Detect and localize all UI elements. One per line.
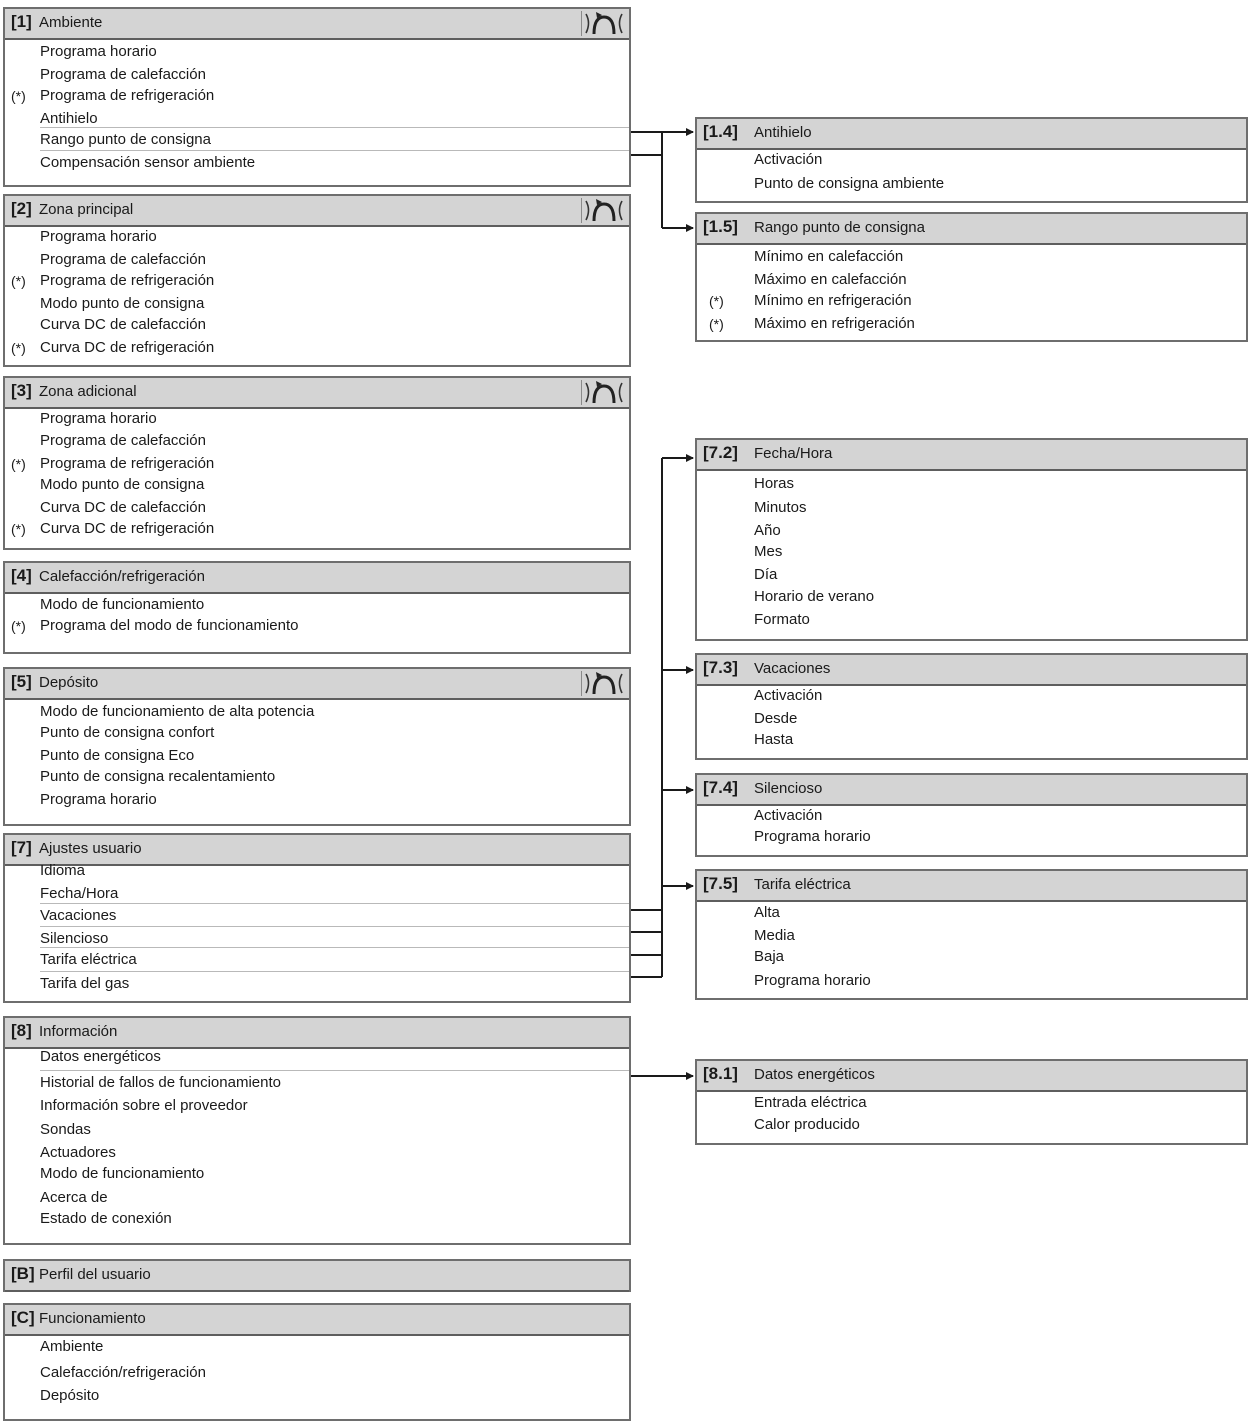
menu-code: [7.5] xyxy=(703,874,738,893)
menu-item-minimo-en-refrigeracion[interactable]: Mínimo en refrigeración xyxy=(754,292,912,309)
menu-code: [7] xyxy=(11,838,32,857)
menu-item-calor-producido[interactable]: Calor producido xyxy=(754,1116,860,1133)
menu-code: [7.4] xyxy=(703,778,738,797)
menu-item-maximo-en-calefaccion[interactable]: Máximo en calefacción xyxy=(754,271,907,288)
menu-item-media[interactable]: Media xyxy=(754,927,795,944)
menu-item-ano[interactable]: Año xyxy=(754,522,781,539)
menu-item-idioma[interactable]: Idioma xyxy=(40,862,86,879)
menu-code: [8] xyxy=(11,1021,32,1040)
menu-item-estado-de-conexion[interactable]: Estado de conexión xyxy=(40,1210,172,1227)
menu-item-programa-de-refrigeracion[interactable]: Programa de refrigeración xyxy=(40,87,215,104)
menu-item-programa-de-refrigeracion[interactable]: Programa de refrigeración xyxy=(40,455,215,472)
menu-title: Funcionamiento xyxy=(39,1310,146,1327)
menu-item-formato[interactable]: Formato xyxy=(754,611,810,628)
menu-header[interactable] xyxy=(5,1261,629,1292)
link-separator xyxy=(40,947,629,948)
menu-antihielo xyxy=(695,117,1248,203)
link-separator xyxy=(40,150,629,151)
menu-title: Ambiente xyxy=(39,14,103,31)
menu-code: [7.3] xyxy=(703,658,738,677)
menu-fecha-hora xyxy=(695,438,1248,641)
menu-title: Vacaciones xyxy=(754,660,831,677)
menu-item-fecha-hora[interactable]: Fecha/Hora xyxy=(40,885,119,902)
menu-item-modo-punto-de-consigna[interactable]: Modo punto de consigna xyxy=(40,295,205,312)
menu-item-alta[interactable]: Alta xyxy=(754,904,780,921)
menu-item-historial-de-fallos-de-funcionamiento[interactable]: Historial de fallos de funcionamiento xyxy=(40,1074,281,1091)
menu-code: [5] xyxy=(11,672,32,691)
optional-marker: (*) xyxy=(11,273,26,289)
menu-title: Antihielo xyxy=(754,124,812,141)
menu-title: Calefacción/refrigeración xyxy=(39,568,205,585)
menu-item-acerca-de[interactable]: Acerca de xyxy=(40,1189,108,1206)
menu-header[interactable] xyxy=(697,119,1246,150)
menu-datos-energeticos xyxy=(695,1059,1248,1145)
dial-icon xyxy=(581,380,626,405)
optional-marker: (*) xyxy=(709,293,724,309)
menu-item-horario-de-verano[interactable]: Horario de verano xyxy=(754,588,875,605)
menu-silencioso xyxy=(695,773,1248,857)
menu-item-horas[interactable]: Horas xyxy=(754,475,795,492)
menu-item-programa-horario[interactable]: Programa horario xyxy=(40,43,157,60)
menu-item-activacion[interactable]: Activación xyxy=(754,151,823,168)
menu-title: Información xyxy=(39,1023,118,1040)
link-separator xyxy=(40,926,629,927)
menu-item-minimo-en-calefaccion[interactable]: Mínimo en calefacción xyxy=(754,248,904,265)
menu-code: [7.2] xyxy=(703,443,738,462)
optional-marker: (*) xyxy=(709,316,724,332)
menu-title: Perfil del usuario xyxy=(39,1266,151,1283)
menu-item-programa-de-calefaccion[interactable]: Programa de calefacción xyxy=(40,432,206,449)
menu-item-punto-de-consigna-confort[interactable]: Punto de consigna confort xyxy=(40,724,215,741)
menu-header[interactable] xyxy=(5,835,629,866)
menu-header[interactable] xyxy=(5,669,629,700)
menu-item-actuadores[interactable]: Actuadores xyxy=(40,1144,116,1161)
menu-code: [2] xyxy=(11,199,32,218)
menu-item-curva-dc-de-refrigeracion[interactable]: Curva DC de refrigeración xyxy=(40,339,215,356)
menu-item-programa-horario[interactable]: Programa horario xyxy=(40,410,157,427)
menu-item-curva-dc-de-refrigeracion[interactable]: Curva DC de refrigeración xyxy=(40,520,215,537)
menu-ambiente xyxy=(3,7,631,187)
menu-vacaciones xyxy=(695,653,1248,760)
menu-perfil-del-usuario xyxy=(3,1259,631,1292)
menu-item-compensacion-sensor-ambiente[interactable]: Compensación sensor ambiente xyxy=(40,154,256,171)
menu-item-activacion[interactable]: Activación xyxy=(754,807,823,824)
menu-header[interactable] xyxy=(5,1018,629,1049)
menu-title: Silencioso xyxy=(754,780,823,797)
menu-header[interactable] xyxy=(697,214,1246,245)
menu-title: Ajustes usuario xyxy=(39,840,142,857)
menu-deposito xyxy=(3,667,631,826)
link-separator xyxy=(40,1070,629,1071)
menu-item-activacion[interactable]: Activación xyxy=(754,687,823,704)
menu-item-calefaccion-refrigeracion[interactable]: Calefacción/refrigeración xyxy=(40,1364,206,1381)
menu-item-mes[interactable]: Mes xyxy=(754,543,783,560)
menu-header[interactable] xyxy=(5,9,629,40)
menu-header[interactable] xyxy=(697,1061,1246,1092)
dial-icon xyxy=(581,671,626,696)
menu-item-programa-de-calefaccion[interactable]: Programa de calefacción xyxy=(40,251,206,268)
menu-header[interactable] xyxy=(697,775,1246,806)
optional-marker: (*) xyxy=(11,88,26,104)
menu-title: Tarifa eléctrica xyxy=(754,876,851,893)
menu-code: [B] xyxy=(11,1264,35,1283)
dial-icon xyxy=(581,11,626,36)
menu-item-modo-de-funcionamiento[interactable]: Modo de funcionamiento xyxy=(40,596,205,613)
menu-header[interactable] xyxy=(5,563,629,594)
menu-item-desde[interactable]: Desde xyxy=(754,710,798,727)
menu-item-programa-horario[interactable]: Programa horario xyxy=(40,228,157,245)
menu-item-antihielo[interactable]: Antihielo xyxy=(40,110,98,127)
dial-icon xyxy=(581,198,626,223)
menu-informacion xyxy=(3,1016,631,1245)
menu-item-datos-energeticos[interactable]: Datos energéticos xyxy=(40,1048,161,1065)
optional-marker: (*) xyxy=(11,521,26,537)
menu-item-programa-horario[interactable]: Programa horario xyxy=(40,791,157,808)
menu-item-curva-dc-de-calefaccion[interactable]: Curva DC de calefacción xyxy=(40,316,206,333)
menu-code: [1] xyxy=(11,12,32,31)
menu-item-programa-horario[interactable]: Programa horario xyxy=(754,828,871,845)
menu-item-minutos[interactable]: Minutos xyxy=(754,499,807,516)
menu-item-informacion-sobre-el-proveedor[interactable]: Información sobre el proveedor xyxy=(40,1097,248,1114)
menu-item-baja[interactable]: Baja xyxy=(754,948,785,965)
menu-item-sondas[interactable]: Sondas xyxy=(40,1121,91,1138)
menu-ajustes-usuario xyxy=(3,833,631,1003)
menu-item-entrada-electrica[interactable]: Entrada eléctrica xyxy=(754,1094,867,1111)
menu-item-modo-de-funcionamiento-de-alta-potencia[interactable]: Modo de funcionamiento de alta potencia xyxy=(40,703,315,720)
optional-marker: (*) xyxy=(11,340,26,356)
menu-item-programa-del-modo-de-funcionamiento[interactable]: Programa del modo de funcionamiento xyxy=(40,617,299,634)
menu-header[interactable] xyxy=(5,1305,629,1336)
menu-zona-principal xyxy=(3,194,631,367)
menu-code: [1.5] xyxy=(703,217,738,236)
menu-item-dia[interactable]: Día xyxy=(754,566,778,583)
menu-item-deposito[interactable]: Depósito xyxy=(40,1387,100,1404)
menu-header[interactable] xyxy=(5,378,629,409)
link-separator xyxy=(40,903,629,904)
link-separator xyxy=(40,971,629,972)
menu-item-maximo-en-refrigeracion[interactable]: Máximo en refrigeración xyxy=(754,315,915,332)
link-separator xyxy=(40,127,629,128)
menu-item-punto-de-consigna-recalentamiento[interactable]: Punto de consigna recalentamiento xyxy=(40,768,276,785)
menu-code: [3] xyxy=(11,381,32,400)
menu-code: [8.1] xyxy=(703,1064,738,1083)
menu-code: [1.4] xyxy=(703,122,738,141)
menu-title: Fecha/Hora xyxy=(754,445,833,462)
menu-title: Datos energéticos xyxy=(754,1066,875,1083)
menu-item-programa-de-refrigeracion[interactable]: Programa de refrigeración xyxy=(40,272,215,289)
menu-item-hasta[interactable]: Hasta xyxy=(754,731,794,748)
menu-item-programa-de-calefaccion[interactable]: Programa de calefacción xyxy=(40,66,206,83)
menu-item-tarifa-del-gas[interactable]: Tarifa del gas xyxy=(40,975,130,992)
menu-calefaccion-refrigeracion xyxy=(3,561,631,654)
menu-item-ambiente[interactable]: Ambiente xyxy=(40,1338,104,1355)
menu-rango-punto-de-consigna xyxy=(695,212,1248,342)
menu-tarifa-electrica xyxy=(695,869,1248,1000)
menu-item-curva-dc-de-calefaccion[interactable]: Curva DC de calefacción xyxy=(40,499,206,516)
menu-item-programa-horario[interactable]: Programa horario xyxy=(754,972,871,989)
menu-code: [4] xyxy=(11,566,32,585)
menu-title: Zona principal xyxy=(39,201,134,218)
menu-title: Zona adicional xyxy=(39,383,137,400)
menu-item-tarifa-electrica[interactable]: Tarifa eléctrica xyxy=(40,951,137,968)
menu-header[interactable] xyxy=(5,196,629,227)
menu-item-punto-de-consigna-ambiente[interactable]: Punto de consigna ambiente xyxy=(754,175,945,192)
optional-marker: (*) xyxy=(11,618,26,634)
menu-code: [C] xyxy=(11,1308,35,1327)
optional-marker: (*) xyxy=(11,456,26,472)
menu-header[interactable] xyxy=(697,871,1246,902)
menu-item-silencioso[interactable]: Silencioso xyxy=(40,930,109,947)
menu-zona-adicional xyxy=(3,376,631,550)
menu-item-modo-de-funcionamiento[interactable]: Modo de funcionamiento xyxy=(40,1165,205,1182)
menu-header[interactable] xyxy=(697,655,1246,686)
menu-title: Rango punto de consigna xyxy=(754,219,925,236)
menu-item-punto-de-consigna-eco[interactable]: Punto de consigna Eco xyxy=(40,747,195,764)
menu-item-vacaciones[interactable]: Vacaciones xyxy=(40,907,117,924)
menu-funcionamiento xyxy=(3,1303,631,1421)
menu-item-rango-punto-de-consigna[interactable]: Rango punto de consigna xyxy=(40,131,211,148)
menu-header[interactable] xyxy=(697,440,1246,471)
menu-item-modo-punto-de-consigna[interactable]: Modo punto de consigna xyxy=(40,476,205,493)
menu-title: Depósito xyxy=(39,674,99,691)
